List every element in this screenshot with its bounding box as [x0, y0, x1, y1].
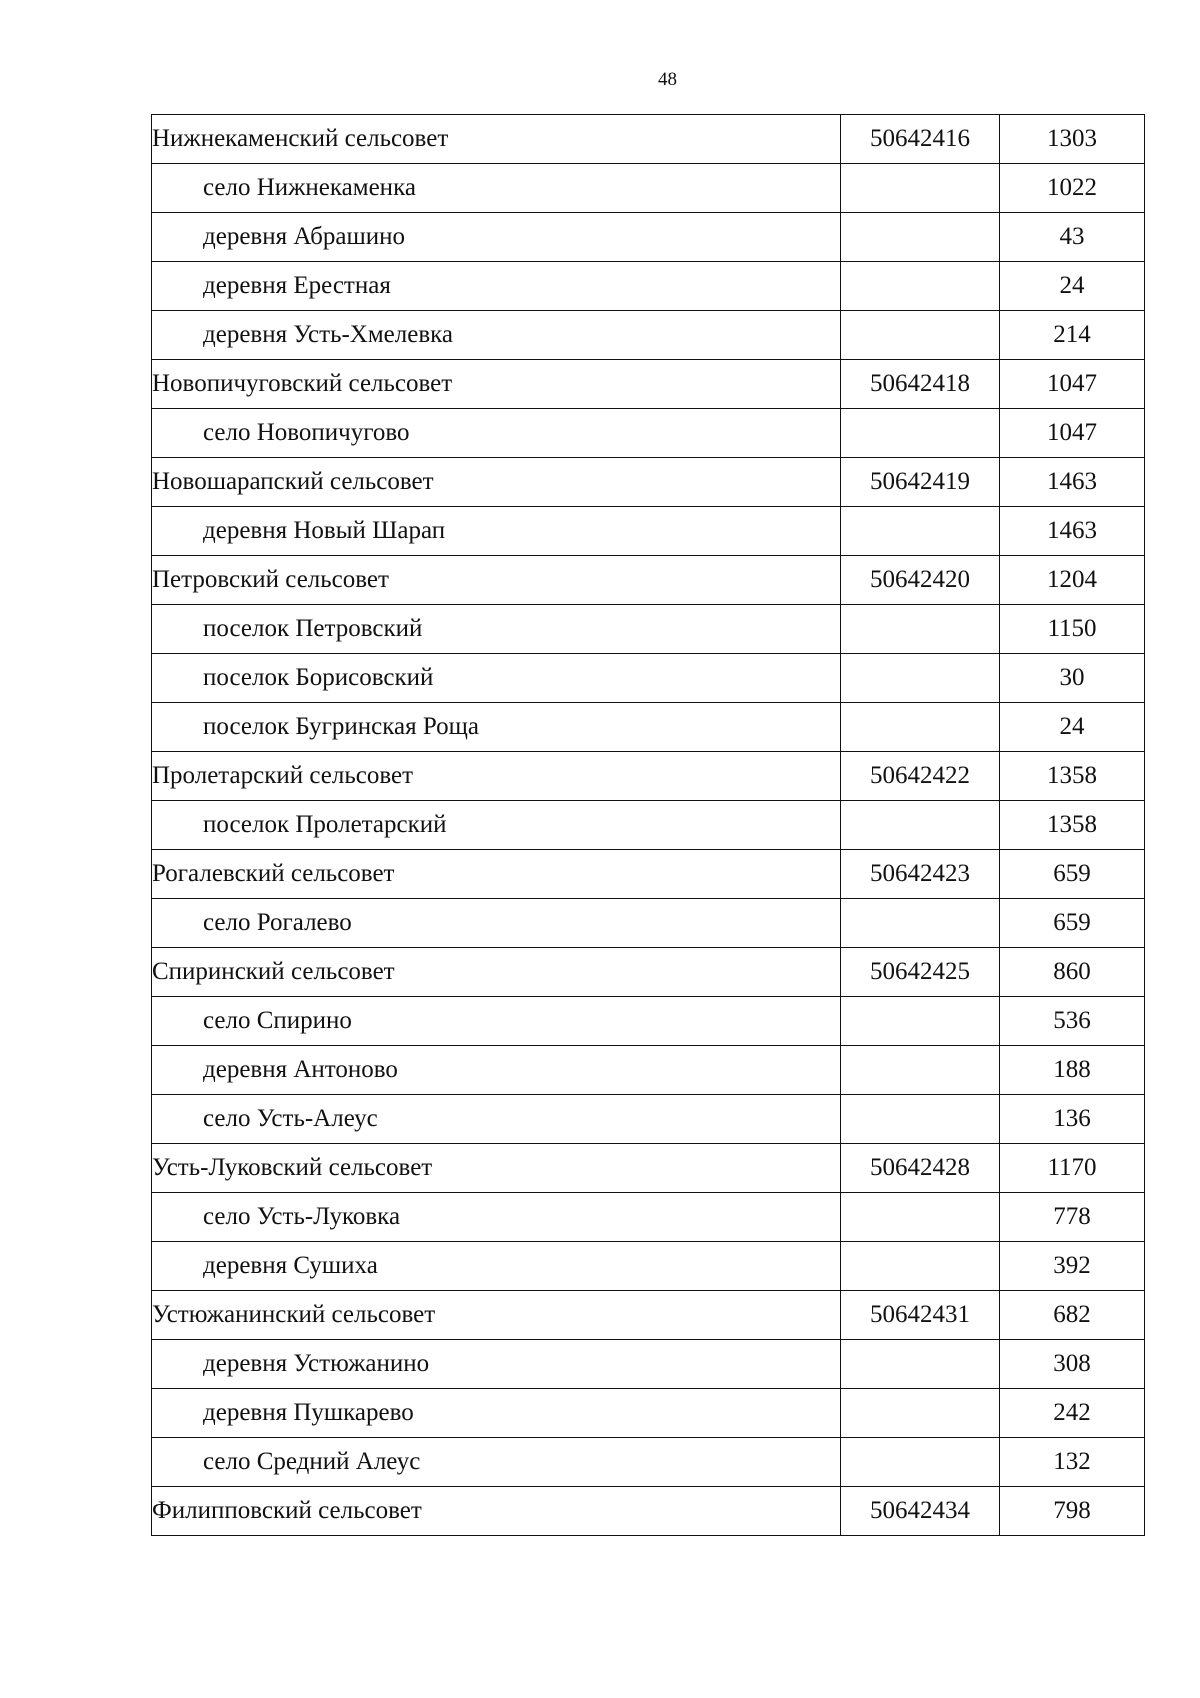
council-row [152, 556, 1145, 605]
cell-name: поселок Борисовский [152, 654, 841, 703]
cell-name: деревня Абрашино [152, 213, 841, 262]
cell-name: поселок Бугринская Роща [152, 703, 841, 752]
cell-population: 1047 [1000, 409, 1145, 458]
cell-oktmo-code [841, 1193, 1000, 1242]
council-row [152, 115, 1145, 164]
table-body [152, 115, 1145, 1536]
cell-population: 30 [1000, 654, 1145, 703]
cell-population: 188 [1000, 1046, 1145, 1095]
cell-oktmo-code: 50642420 [841, 556, 1000, 605]
cell-population: 308 [1000, 1340, 1145, 1389]
cell-name: Нижнекаменский сельсовет [152, 115, 841, 164]
cell-oktmo-code: 50642416 [841, 115, 1000, 164]
cell-population: 24 [1000, 703, 1145, 752]
council-row [152, 360, 1145, 409]
settlement-row [152, 1340, 1145, 1389]
settlement-row [152, 1242, 1145, 1291]
settlement-row [152, 1095, 1145, 1144]
cell-oktmo-code [841, 213, 1000, 262]
council-row [152, 752, 1145, 801]
cell-name: село Спирино [152, 997, 841, 1046]
cell-name: деревня Сушиха [152, 1242, 841, 1291]
cell-population: 1204 [1000, 556, 1145, 605]
settlement-row [152, 409, 1145, 458]
settlement-row [152, 801, 1145, 850]
cell-name: село Средний Алеус [152, 1438, 841, 1487]
settlement-row [152, 703, 1145, 752]
settlement-row [152, 1046, 1145, 1095]
cell-name: село Новопичугово [152, 409, 841, 458]
cell-population: 682 [1000, 1291, 1145, 1340]
cell-population: 536 [1000, 997, 1145, 1046]
cell-population: 1303 [1000, 115, 1145, 164]
settlement-row [152, 1438, 1145, 1487]
cell-oktmo-code [841, 703, 1000, 752]
cell-population: 214 [1000, 311, 1145, 360]
cell-population: 1358 [1000, 801, 1145, 850]
cell-name: поселок Петровский [152, 605, 841, 654]
cell-name: село Рогалево [152, 899, 841, 948]
page-number: 48 [658, 69, 677, 90]
council-row [152, 1144, 1145, 1193]
settlement-row [152, 899, 1145, 948]
cell-name: Новопичуговский сельсовет [152, 360, 841, 409]
council-row [152, 1291, 1145, 1340]
cell-population: 778 [1000, 1193, 1145, 1242]
cell-population: 24 [1000, 262, 1145, 311]
cell-name: село Усть-Луковка [152, 1193, 841, 1242]
settlement-row [152, 654, 1145, 703]
cell-name: деревня Новый Шарап [152, 507, 841, 556]
cell-oktmo-code [841, 1095, 1000, 1144]
cell-oktmo-code [841, 801, 1000, 850]
cell-oktmo-code [841, 1438, 1000, 1487]
cell-population: 242 [1000, 1389, 1145, 1438]
settlement-row [152, 311, 1145, 360]
cell-population: 43 [1000, 213, 1145, 262]
cell-oktmo-code [841, 1340, 1000, 1389]
cell-population: 1463 [1000, 507, 1145, 556]
cell-oktmo-code [841, 997, 1000, 1046]
cell-name: Рогалевский сельсовет [152, 850, 841, 899]
cell-oktmo-code [841, 899, 1000, 948]
cell-oktmo-code: 50642434 [841, 1487, 1000, 1536]
cell-oktmo-code [841, 654, 1000, 703]
settlements-table [151, 114, 1145, 1536]
cell-name: Пролетарский сельсовет [152, 752, 841, 801]
cell-name: Спиринский сельсовет [152, 948, 841, 997]
cell-oktmo-code: 50642425 [841, 948, 1000, 997]
council-row [152, 1487, 1145, 1536]
cell-oktmo-code [841, 262, 1000, 311]
cell-name: деревня Антоново [152, 1046, 841, 1095]
settlement-row [152, 997, 1145, 1046]
cell-population: 798 [1000, 1487, 1145, 1536]
cell-population: 1463 [1000, 458, 1145, 507]
cell-name: село Усть-Алеус [152, 1095, 841, 1144]
settlement-row [152, 507, 1145, 556]
settlement-row [152, 164, 1145, 213]
cell-population: 659 [1000, 899, 1145, 948]
cell-population: 1150 [1000, 605, 1145, 654]
cell-oktmo-code: 50642422 [841, 752, 1000, 801]
cell-population: 1022 [1000, 164, 1145, 213]
cell-name: село Нижнекаменка [152, 164, 841, 213]
cell-oktmo-code [841, 164, 1000, 213]
cell-name: деревня Устюжанино [152, 1340, 841, 1389]
council-row [152, 458, 1145, 507]
cell-oktmo-code [841, 409, 1000, 458]
cell-oktmo-code [841, 507, 1000, 556]
cell-oktmo-code [841, 311, 1000, 360]
cell-population: 860 [1000, 948, 1145, 997]
settlement-row [152, 605, 1145, 654]
cell-population: 1358 [1000, 752, 1145, 801]
cell-name: Усть-Луковский сельсовет [152, 1144, 841, 1193]
cell-population: 1170 [1000, 1144, 1145, 1193]
settlement-row [152, 213, 1145, 262]
cell-oktmo-code: 50642428 [841, 1144, 1000, 1193]
council-row [152, 850, 1145, 899]
cell-name: поселок Пролетарский [152, 801, 841, 850]
cell-population: 132 [1000, 1438, 1145, 1487]
cell-name: Устюжанинский сельсовет [152, 1291, 841, 1340]
cell-oktmo-code: 50642418 [841, 360, 1000, 409]
cell-oktmo-code: 50642423 [841, 850, 1000, 899]
cell-oktmo-code: 50642431 [841, 1291, 1000, 1340]
cell-oktmo-code: 50642419 [841, 458, 1000, 507]
settlement-row [152, 1389, 1145, 1438]
settlement-row [152, 1193, 1145, 1242]
cell-name: деревня Усть-Хмелевка [152, 311, 841, 360]
cell-oktmo-code [841, 1242, 1000, 1291]
settlement-row [152, 262, 1145, 311]
cell-name: Новошарапский сельсовет [152, 458, 841, 507]
cell-population: 659 [1000, 850, 1145, 899]
cell-oktmo-code [841, 1389, 1000, 1438]
cell-population: 1047 [1000, 360, 1145, 409]
cell-name: Филипповский сельсовет [152, 1487, 841, 1536]
cell-name: Петровский сельсовет [152, 556, 841, 605]
cell-oktmo-code [841, 605, 1000, 654]
cell-name: деревня Ерестная [152, 262, 841, 311]
cell-population: 136 [1000, 1095, 1145, 1144]
cell-name: деревня Пушкарево [152, 1389, 841, 1438]
council-row [152, 948, 1145, 997]
cell-population: 392 [1000, 1242, 1145, 1291]
cell-oktmo-code [841, 1046, 1000, 1095]
